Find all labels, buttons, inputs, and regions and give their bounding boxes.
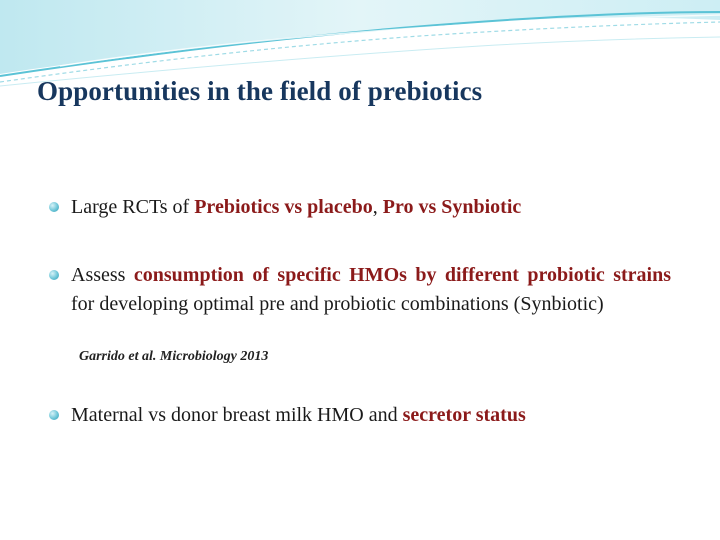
bullet-highlight: Pro vs Synbiotic [382, 196, 522, 218]
bullet-segment: Assess [71, 264, 134, 286]
bullet-item-hmo-consumption [49, 261, 671, 319]
bullet-segment: Maternal vs donor breast milk HMO and [71, 404, 403, 426]
bullet-item-rcts [49, 193, 671, 222]
bullet-text [71, 193, 671, 222]
bullet-item-breast-milk [49, 401, 671, 430]
bullet-text [71, 261, 671, 319]
bullet-segment: for developing optimal pre and probiotic combinations (Synbiotic) [71, 293, 604, 315]
slide-title: Opportunities in the field of prebiotics [37, 76, 483, 106]
bullet-icon [49, 410, 59, 420]
bullet-segment: , [372, 196, 383, 218]
bullet-icon [49, 270, 59, 280]
bullet-highlight: Prebiotics vs placebo [194, 196, 373, 218]
bullet-highlight: consumption of specific HMOs by different probiotic strains [133, 264, 672, 286]
bullet-text [71, 401, 671, 430]
bullet-icon [49, 202, 59, 212]
bullet-highlight: secretor status [402, 404, 526, 426]
citation: Garrido et al. Microbiology 2013 [79, 349, 269, 364]
bullet-segment: Large RCTs of [71, 196, 195, 218]
